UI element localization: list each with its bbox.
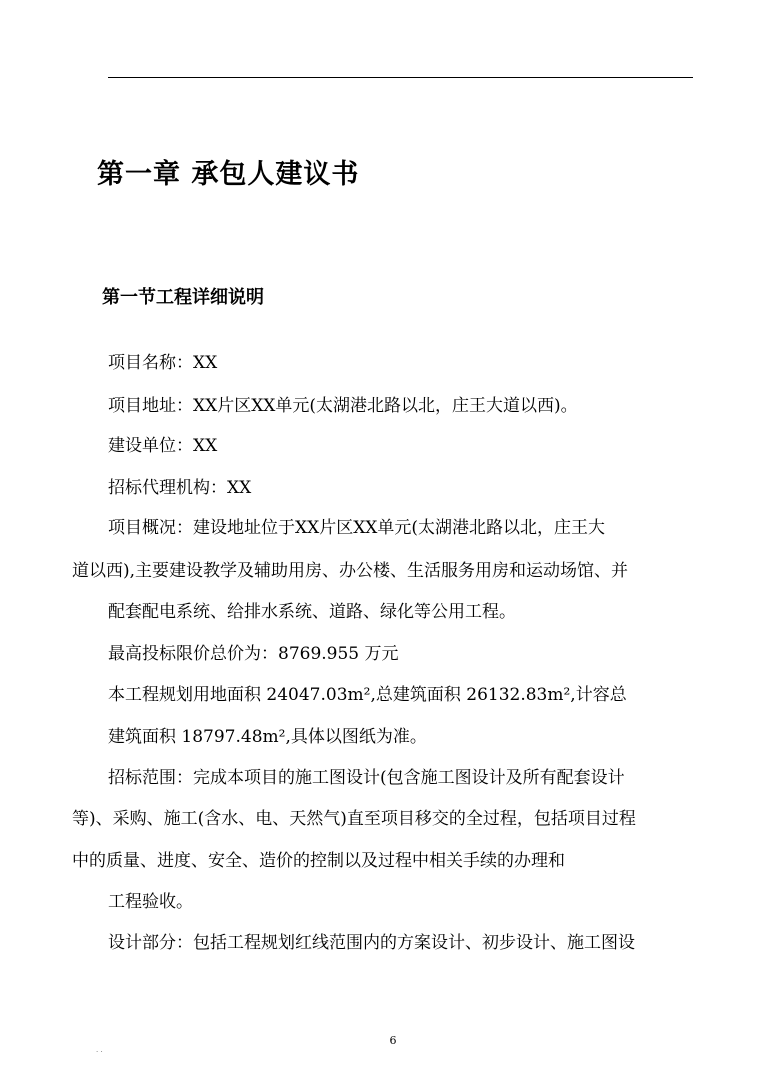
- project-name-line: 项目名称：XX: [108, 353, 218, 373]
- overview-line-3: 配套配电系统、给排水系统、道路、绿化等公用工程。: [108, 602, 516, 622]
- area-line-2: 建筑面积 18797.48m²,具体以图纸为准。: [108, 727, 427, 747]
- overview-line-2: 道以西),主要建设教学及辅助用房、办公楼、生活服务用房和运动场馆、并: [72, 561, 629, 581]
- max-price-line: 最高投标限价总价为：8769.955 万元: [108, 644, 399, 664]
- client-line: 建设单位：XX: [108, 436, 218, 456]
- project-address-line: 项目地址：XX片区XX单元(太湖港北路以北，庄王大道以西)。: [108, 396, 578, 416]
- area-line-1: 本工程规划用地面积 24047.03m²,总建筑面积 26132.83m²,计容总: [108, 685, 627, 705]
- chapter-title: 第一章 承包人建议书: [97, 159, 360, 190]
- overview-line-1: 项目概况：建设地址位于XX片区XX单元(太湖港北路以北，庄王大: [108, 518, 606, 538]
- scope-line-1: 招标范围：完成本项目的施工图设计(包含施工图设计及所有配套设计: [108, 768, 625, 788]
- footer-mark: . .: [96, 1046, 103, 1054]
- agency-line: 招标代理机构：XX: [108, 478, 252, 498]
- scope-line-4: 工程验收。: [108, 892, 193, 912]
- header-rule: [108, 77, 693, 78]
- page-number: 6: [389, 1034, 397, 1047]
- scope-line-2: 等)、采购、施工(含水、电、天然气)直至项目移交的全过程，包括项目过程: [72, 809, 636, 829]
- scope-line-3: 中的质量、进度、安全、造价的控制以及过程中相关手续的办理和: [72, 851, 565, 871]
- section-title: 第一节工程详细说明: [102, 287, 264, 308]
- design-line-1: 设计部分：包括工程规划红线范围内的方案设计、初步设计、施工图设: [108, 933, 635, 953]
